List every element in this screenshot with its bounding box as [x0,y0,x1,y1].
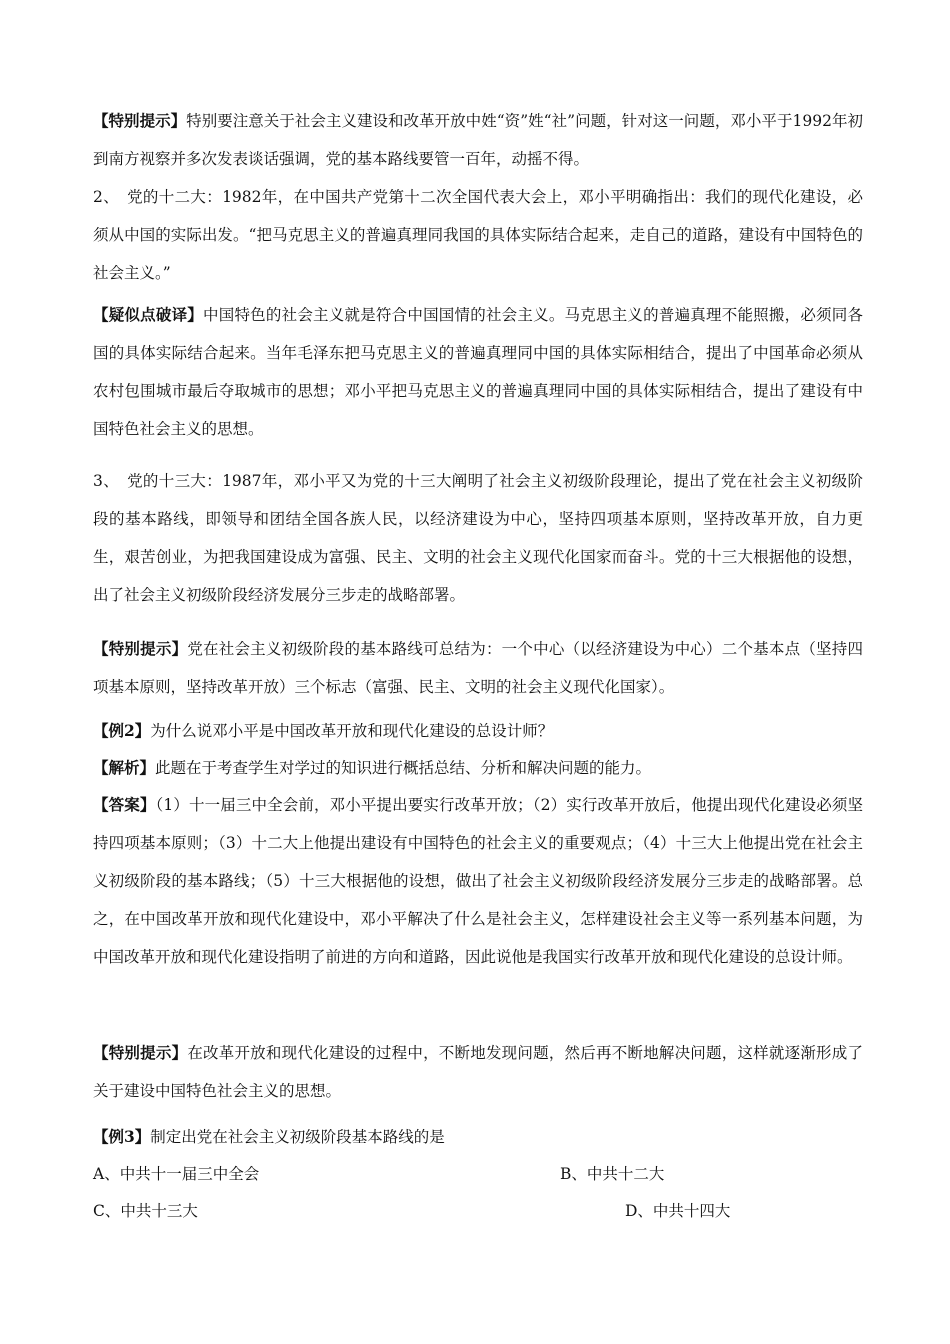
example-3-question [93,1118,863,1156]
paragraph-text: （1）十一届三中全会前，邓小平提出要实行改革开放；（2）实行改革开放后，他提出现代化建设必须坚持四项基本原则；（3）十二大上他提出建设有中国特色的社会主义的重要观点；（4）十三大上他提出党在社会主义初级阶段的基本路线；（5）十三大根据他的设想，做出了社会主义初级阶段经济发展分三步走的战略部署。总之，在中国改革开放和现代化建设中，邓小平解决了什么是社会主义，怎样建设社会主义等一系列基本问题，为中国改革开放和现代化建设指明了前进的方向和道路，因此说他是我国实行改革开放和现代化建设的总设计师。 [93,796,863,966]
tip-label: 【特别提示】 [93,639,188,658]
paragraph-text: 3、 党的十三大：1987年，邓小平又为党的十三大阐明了社会主义初级阶段理论，提出了党在社会主义初级阶段的基本路线，即领导和团结全国各族人民，以经济建设为中心，坚持四项基本原则，坚持改革开放，自力更生，艰苦创业，为把我国建设成为富强、民主、文明的社会主义现代化国家而奋斗。党的十三大根据他的设想，出了社会主义初级阶段经济发展分三步走的战略部署。 [93,472,863,604]
tip-paragraph-2 [93,630,863,706]
paragraph-text: 为什么说邓小平是中国改革开放和现代化建设的总设计师？ [150,722,554,740]
section-3-paragraph [93,462,863,614]
tip-label: 【特别提示】 [93,1043,188,1062]
tip-label: 【特别提示】 [93,111,187,130]
example-2-question [93,712,863,750]
clarification-paragraph [93,296,863,448]
paragraph-text: 中国特色的社会主义就是符合中国国情的社会主义。马克思主义的普遍真理不能照搬，必须同各国的具体实际结合起来。当年毛泽东把马克思主义的普遍真理同中国的具体实际相结合，提出了中国革命必须从农村包围城市最后夺取城市的思想；邓小平把马克思主义的普遍真理同中国的具体实际相结合，提出了建设有中国特色社会主义的思想。 [93,306,863,438]
analysis-paragraph [93,749,863,787]
clarification-label: 【疑似点破译】 [93,305,204,324]
paragraph-text: 2、 党的十二大：1982年，在中国共产党第十二次全国代表大会上，邓小平明确指出：我们的现代化建设，必须从中国的实际出发。“把马克思主义的普遍真理同我国的具体实际结合起来，走自己的道路，建设有中国特色的社会主义。” [93,188,863,282]
paragraph-text: 此题在于考查学生对学过的知识进行概括总结、分析和解决问题的能力。 [155,759,652,777]
paragraph-text: 在改革开放和现代化建设的过程中，不断地发现问题，然后再不断地解决问题，这样就逐渐形成了关于建设中国特色社会主义的思想。 [93,1044,863,1100]
paragraph-text: 党在社会主义初级阶段的基本路线可总结为：一个中心（以经济建设为中心）二个基本点（坚持四项基本原则，坚持改革开放）三个标志（富强、民主、文明的社会主义现代化国家）。 [93,640,863,696]
paragraph-text: 制定出党在社会主义初级阶段基本路线的是 [150,1128,445,1146]
answer-label: 【答案】 [93,795,156,814]
tip-paragraph-1 [93,102,863,178]
option-b: B、中共十二大 [560,1165,665,1183]
option-a: A、中共十一届三中全会 [93,1165,260,1183]
option-d: D、中共十四大 [625,1202,731,1220]
example-label: 【例2】 [93,721,151,740]
answer-paragraph [93,786,863,976]
tip-paragraph-3 [93,1034,863,1110]
option-c: C、中共十三大 [93,1202,198,1220]
example-label: 【例3】 [93,1127,151,1146]
paragraph-text: 特别要注意关于社会主义建设和改革开放中姓“资”姓“社”问题，针对这一问题，邓小平于1992年初到南方视察并多次发表谈话强调，党的基本路线要管一百年，动摇不得。 [93,112,863,168]
analysis-label: 【解析】 [93,758,156,777]
section-2-paragraph [93,178,863,292]
